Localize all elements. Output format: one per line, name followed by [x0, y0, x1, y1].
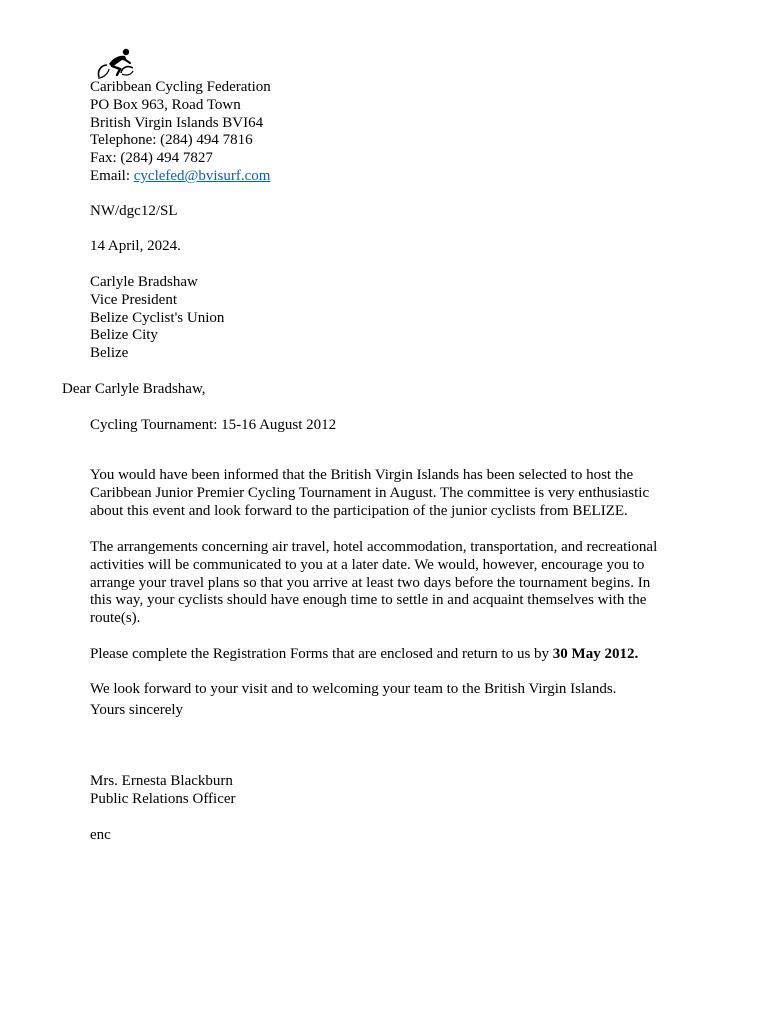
subject-line: Cycling Tournament: 15-16 August 2012	[90, 417, 337, 433]
signatory-block	[90, 773, 670, 809]
salutation: Dear Carlyle Bradshaw,	[62, 381, 206, 397]
body-paragraph-3	[90, 646, 670, 664]
enclosure-note: enc	[90, 827, 111, 843]
recipient-country: Belize	[90, 345, 129, 362]
body-paragraph-1: You would have been informed that the British Virgin Islands has been selected to host the Caribbean Junior Premier Cycling Tournament in August. The committee is very enthusiastic about this event and look forward to the participation of the junior cyclists from BELIZE.	[90, 467, 650, 519]
cyclist-icon	[95, 47, 135, 81]
recipient-city: Belize City	[90, 327, 158, 344]
body-paragraph-4: We look forward to your visit and to welcoming your team to the British Virgin Islands.	[90, 681, 617, 697]
address-line-2: British Virgin Islands BVI64	[90, 114, 264, 131]
fax: Fax: (284) 494 7827	[90, 150, 213, 167]
email-label: Email:	[90, 167, 134, 184]
closing: Yours sincerely	[90, 702, 184, 718]
reference: NW/dgc12/SL	[90, 203, 178, 219]
recipient-name: Carlyle Bradshaw	[90, 274, 198, 290]
signatory-title: Public Relations Officer	[90, 790, 236, 807]
body-paragraph-2: The arrangements concerning air travel, hotel accommodation, transportation, and recreational activities will be communicated to you at a later date. We would, however, encourage you to arrange your travel plans so that you arrive at least two days before the tournament begins. In this way, your cyclists should have enough time to settle in and acquaint themselves with the route(s).	[90, 539, 658, 627]
email-link[interactable]: cyclefed@bvisurf.com	[133, 167, 271, 184]
signatory-name: Mrs. Ernesta Blackburn	[90, 773, 233, 789]
address-line-1: PO Box 963, Road Town	[90, 96, 241, 113]
email-line	[90, 168, 670, 186]
letter-date: 14 April, 2024.	[90, 238, 181, 254]
registration-text: Please complete the Registration Forms that are enclosed and return to us by	[90, 646, 553, 662]
letterhead-block	[90, 79, 670, 186]
recipient-organization: Belize Cyclist's Union	[90, 309, 225, 326]
org-name: Caribbean Cycling Federation	[90, 79, 271, 95]
recipient-title: Vice President	[90, 291, 177, 308]
recipient-address	[90, 274, 670, 363]
telephone: Telephone: (284) 494 7816	[90, 132, 253, 149]
deadline-date: 30 May 2012.	[552, 646, 639, 662]
